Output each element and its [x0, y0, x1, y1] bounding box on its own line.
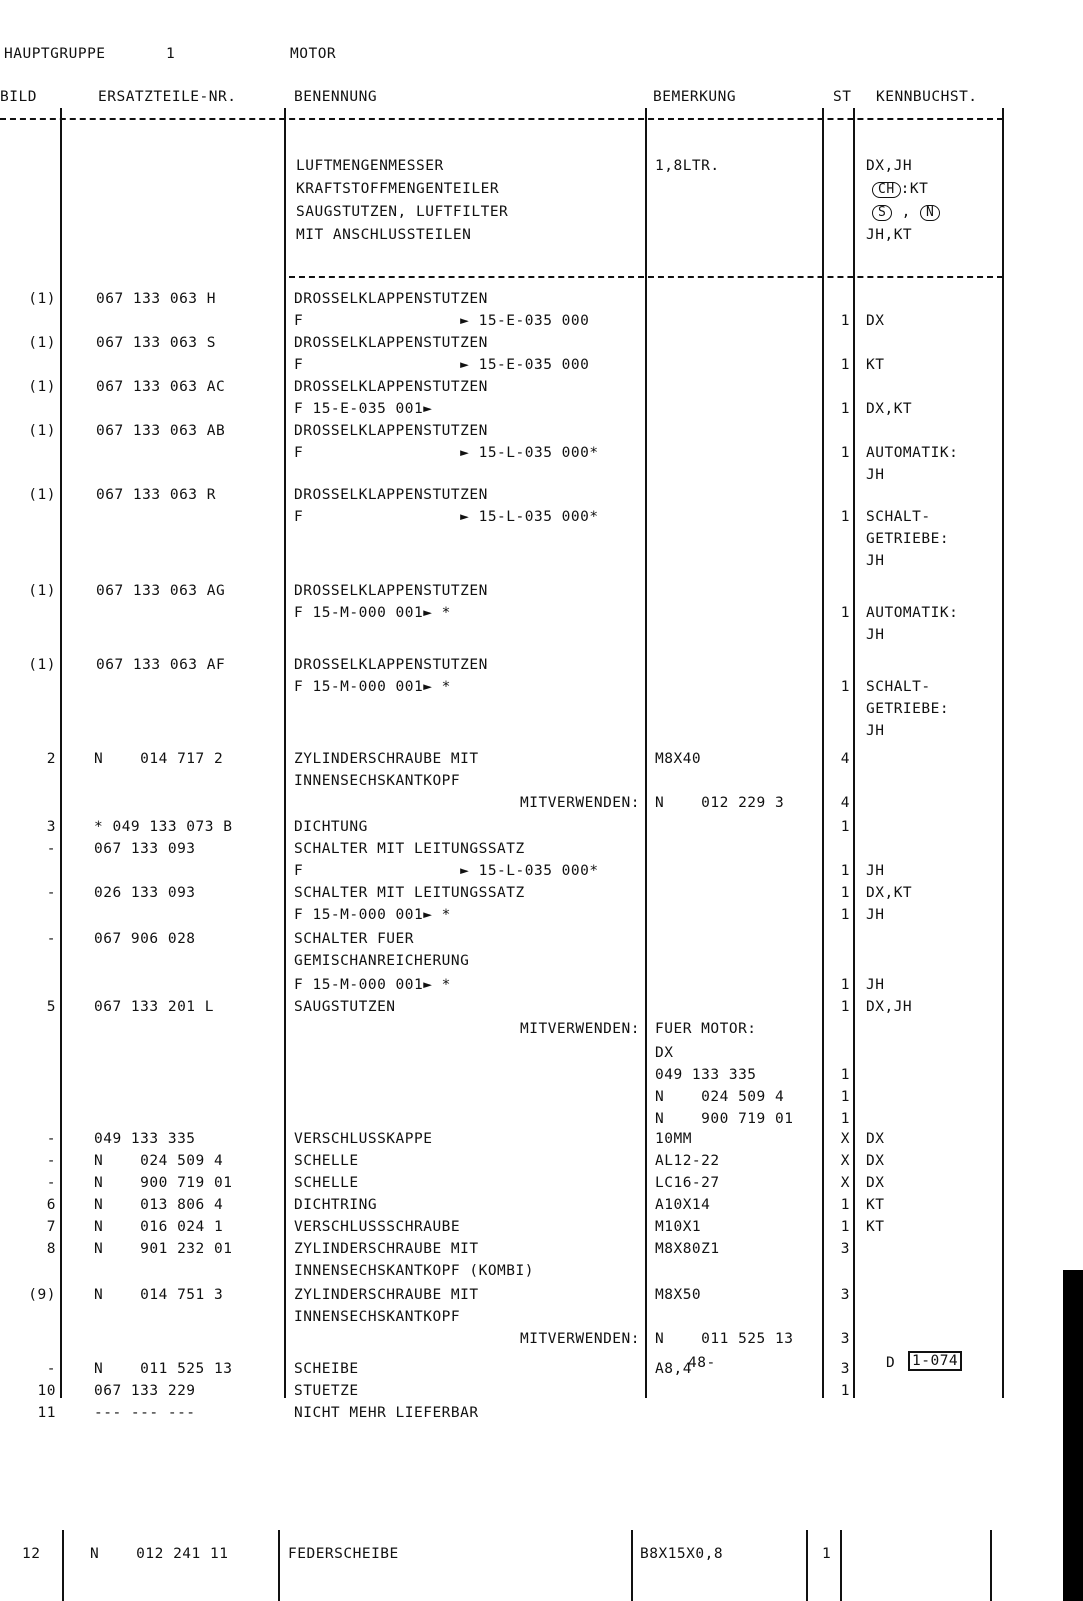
row-kenn: JH	[866, 863, 885, 879]
row-kenn: DX	[866, 1153, 885, 1169]
row-st: 3	[840, 1331, 850, 1347]
row-st: 3	[840, 1241, 850, 1257]
row-kenn: DX,KT	[866, 401, 913, 417]
row-bild: (9)	[28, 1287, 56, 1303]
row-st: X	[840, 1175, 850, 1191]
row-kenn: SCHALT-	[866, 509, 931, 525]
row-benennung: MITVERWENDEN:	[520, 1331, 640, 1347]
next-bild: 12	[22, 1546, 41, 1562]
row-kenn: KT	[866, 357, 885, 373]
row-bild: 11	[37, 1405, 56, 1421]
row-benennung: DROSSELKLAPPENSTUTZEN	[294, 583, 488, 599]
row-part-number: 067 133 063 R	[96, 487, 216, 503]
row-benennung-2: F ► 15-E-035 000	[294, 313, 590, 329]
row-kenn: AUTOMATIK:	[866, 605, 959, 621]
row-kenn-2: JH	[866, 467, 885, 483]
row-part-number: 067 906 028	[94, 931, 196, 947]
row-st: 3	[840, 1287, 850, 1303]
row-benennung: DICHTRING	[294, 1197, 378, 1213]
row-part-number: 067 133 063 H	[96, 291, 216, 307]
row-benennung: MITVERWENDEN:	[520, 1021, 640, 1037]
row-kenn: DX	[866, 1175, 885, 1191]
row-bild: (1)	[28, 379, 56, 395]
row-part-number: 067 133 063 AF	[96, 657, 226, 673]
row-bemerkung: FUER MOTOR:	[655, 1021, 757, 1037]
next-ben: FEDERSCHEIBE	[288, 1546, 399, 1562]
row-bild: 5	[46, 999, 56, 1015]
row-bemerkung: A10X14	[655, 1197, 711, 1213]
col-divider	[60, 108, 62, 1398]
row-kenn: SCHALT-	[866, 679, 931, 695]
row-part-number: 067 133 229	[94, 1383, 196, 1399]
row-st: 1	[840, 1067, 850, 1083]
country-oval-n: N	[920, 205, 940, 221]
row-part-number: * 049 133 073 B	[94, 819, 233, 835]
group-number: 1	[166, 46, 176, 62]
col-divider	[840, 1530, 842, 1601]
col-bild: BILD	[0, 89, 37, 105]
row-benennung: F 15-M-000 001► *	[294, 907, 451, 923]
row-part-number: 067 133 201 L	[94, 999, 214, 1015]
row-part-number: 067 133 063 S	[96, 335, 216, 351]
row-bild: (1)	[28, 583, 56, 599]
row-kenn: AUTOMATIK:	[866, 445, 959, 461]
row-kenn: DX,JH	[866, 999, 913, 1015]
row-st: 1	[840, 1219, 850, 1235]
intro-kenn: DX,JH	[866, 158, 913, 174]
row-kenn: JH	[866, 977, 885, 993]
row-benennung: STUETZE	[294, 1383, 359, 1399]
row-bild: -	[46, 1153, 56, 1169]
row-bild: (1)	[28, 291, 56, 307]
row-part-number: N 901 232 01	[94, 1241, 233, 1257]
page-number: 48-	[688, 1355, 716, 1371]
row-benennung: VERSCHLUSSKAPPE	[294, 1131, 433, 1147]
col-divider	[822, 108, 824, 1398]
row-st: 1	[840, 445, 850, 461]
row-benennung: SCHELLE	[294, 1153, 359, 1169]
row-part-number: N 014 717 2	[94, 751, 224, 767]
row-bemerkung: M10X1	[655, 1219, 702, 1235]
row-benennung-2: F ► 15-E-035 000	[294, 357, 590, 373]
row-st: 1	[840, 679, 850, 695]
row-bild: (1)	[28, 423, 56, 439]
row-st: 1	[840, 1197, 850, 1213]
row-bemerkung: N 012 229 3	[655, 795, 785, 811]
row-st: 3	[840, 1361, 850, 1377]
intro-line: MIT ANSCHLUSSTEILEN	[296, 227, 472, 243]
row-benennung: DROSSELKLAPPENSTUTZEN	[294, 657, 488, 673]
intro-kenn-ch	[872, 180, 928, 198]
row-bemerkung: M8X50	[655, 1287, 702, 1303]
row-benennung: SCHALTER MIT LEITUNGSSATZ	[294, 885, 525, 901]
row-kenn: KT	[866, 1197, 885, 1213]
row-part-number: 067 133 063 AC	[96, 379, 226, 395]
row-st: 4	[840, 751, 850, 767]
row-bild: -	[46, 931, 56, 947]
col-divider	[853, 108, 855, 1398]
col-bemerkung: BEMERKUNG	[653, 89, 737, 105]
country-oval-s: S	[872, 205, 892, 221]
row-st: 1	[840, 885, 850, 901]
row-part-number: --- --- ---	[94, 1405, 196, 1421]
row-bild: 7	[46, 1219, 56, 1235]
row-bemerkung: N 900 719 01	[655, 1111, 794, 1127]
row-part-number: N 014 751 3	[94, 1287, 224, 1303]
country-oval-ch: CH	[872, 182, 901, 198]
row-bemerkung: N 024 509 4	[655, 1089, 785, 1105]
row-st: 1	[840, 509, 850, 525]
row-benennung: SAUGSTUTZEN	[294, 999, 396, 1015]
row-part-number: 049 133 335	[94, 1131, 196, 1147]
col-benennung: BENENNUNG	[294, 89, 378, 105]
next-st: 1	[822, 1546, 832, 1562]
row-part-number: N 016 024 1	[94, 1219, 224, 1235]
row-benennung: INNENSECHSKANTKOPF	[294, 773, 461, 789]
row-st: 1	[840, 1089, 850, 1105]
row-bild: (1)	[28, 335, 56, 351]
intro-kenn-sep: ,	[901, 204, 911, 220]
row-bemerkung: AL12-22	[655, 1153, 720, 1169]
col-divider	[62, 1530, 64, 1601]
row-benennung: NICHT MEHR LIEFERBAR	[294, 1405, 479, 1421]
row-st: 1	[840, 605, 850, 621]
row-bild: 10	[37, 1383, 56, 1399]
row-part-number: 067 133 093	[94, 841, 196, 857]
page-d: D	[886, 1355, 896, 1371]
intro-bemerkung: 1,8LTR.	[655, 158, 720, 174]
intro-line: KRAFTSTOFFMENGENTEILER	[296, 181, 500, 197]
row-kenn-2: JH	[866, 627, 885, 643]
intro-line: SAUGSTUTZEN, LUFTFILTER	[296, 204, 509, 220]
row-bemerkung: 10MM	[655, 1131, 692, 1147]
row-bemerkung: N 011 525 13	[655, 1331, 794, 1347]
row-benennung: DROSSELKLAPPENSTUTZEN	[294, 335, 488, 351]
scan-edge	[1063, 1270, 1083, 1601]
row-bild: 3	[46, 819, 56, 835]
col-kennbuchst: KENNBUCHST.	[876, 89, 978, 105]
row-st: X	[840, 1153, 850, 1169]
row-kenn: JH	[866, 907, 885, 923]
row-kenn-2: GETRIEBE:	[866, 701, 950, 717]
row-bild: -	[46, 885, 56, 901]
col-divider	[278, 1530, 280, 1601]
group-name: MOTOR	[290, 46, 337, 62]
row-benennung-2: F ► 15-L-035 000*	[294, 445, 599, 461]
row-bemerkung: DX	[655, 1045, 674, 1061]
next-nr: N 012 241 11	[90, 1546, 229, 1562]
col-divider	[631, 1530, 633, 1601]
intro-line: LUFTMENGENMESSER	[296, 158, 444, 174]
row-benennung: DROSSELKLAPPENSTUTZEN	[294, 487, 488, 503]
row-benennung: DROSSELKLAPPENSTUTZEN	[294, 423, 488, 439]
row-st: 4	[840, 795, 850, 811]
row-kenn: DX	[866, 313, 885, 329]
col-ersatzteil: ERSATZTEILE-NR.	[98, 89, 237, 105]
row-st: 1	[840, 1383, 850, 1399]
row-bild: -	[46, 1361, 56, 1377]
row-benennung-2: F 15-E-035 001►	[294, 401, 433, 417]
row-benennung: VERSCHLUSSSCHRAUBE	[294, 1219, 461, 1235]
row-part-number: N 013 806 4	[94, 1197, 224, 1213]
row-benennung: SCHELLE	[294, 1175, 359, 1191]
row-bild: -	[46, 841, 56, 857]
row-part-number: N 024 509 4	[94, 1153, 224, 1169]
row-bild: (1)	[28, 487, 56, 503]
row-bild: 6	[46, 1197, 56, 1213]
row-st: 1	[840, 401, 850, 417]
row-benennung-2: F 15-M-000 001► *	[294, 679, 451, 695]
row-benennung: DROSSELKLAPPENSTUTZEN	[294, 291, 488, 307]
row-benennung: SCHALTER MIT LEITUNGSSATZ	[294, 841, 525, 857]
row-benennung: DROSSELKLAPPENSTUTZEN	[294, 379, 488, 395]
row-part-number: N 011 525 13	[94, 1361, 233, 1377]
row-st: 1	[840, 357, 850, 373]
next-bem: B8X15X0,8	[640, 1546, 724, 1562]
row-st: 1	[840, 863, 850, 879]
page-ref-box	[908, 1352, 962, 1370]
row-benennung: ZYLINDERSCHRAUBE MIT	[294, 1241, 479, 1257]
col-divider	[806, 1530, 808, 1601]
row-bild: -	[46, 1131, 56, 1147]
row-benennung: ZYLINDERSCHRAUBE MIT	[294, 1287, 479, 1303]
row-bemerkung: LC16-27	[655, 1175, 720, 1191]
row-bild: 2	[46, 751, 56, 767]
row-benennung: SCHALTER FUER	[294, 931, 414, 947]
row-st: X	[840, 1131, 850, 1147]
row-kenn: DX	[866, 1131, 885, 1147]
row-st: 1	[840, 819, 850, 835]
row-bemerkung: A8,4	[655, 1361, 692, 1377]
row-bild: -	[46, 1175, 56, 1191]
row-benennung: MITVERWENDEN:	[520, 795, 640, 811]
col-divider	[990, 1530, 992, 1601]
col-divider	[284, 108, 286, 1398]
row-st: 1	[840, 907, 850, 923]
row-benennung: GEMISCHANREICHERUNG	[294, 953, 470, 969]
row-st: 1	[840, 1111, 850, 1127]
row-bild: (1)	[28, 657, 56, 673]
row-kenn-2: GETRIEBE:	[866, 531, 950, 547]
row-bemerkung: M8X80Z1	[655, 1241, 720, 1257]
row-benennung: F 15-M-000 001► *	[294, 977, 451, 993]
group-label: HAUPTGRUPPE	[4, 46, 106, 62]
row-st: 1	[840, 977, 850, 993]
row-benennung: INNENSECHSKANTKOPF (KOMBI)	[294, 1263, 534, 1279]
row-benennung: SCHEIBE	[294, 1361, 359, 1377]
row-benennung: DICHTUNG	[294, 819, 368, 835]
row-benennung: INNENSECHSKANTKOPF	[294, 1309, 461, 1325]
row-kenn: KT	[866, 1219, 885, 1235]
row-part-number: N 900 719 01	[94, 1175, 233, 1191]
row-part-number: 067 133 063 AB	[96, 423, 226, 439]
row-benennung: F ► 15-L-035 000*	[294, 863, 599, 879]
row-benennung: ZYLINDERSCHRAUBE MIT	[294, 751, 479, 767]
row-kenn: DX,KT	[866, 885, 913, 901]
row-bemerkung: M8X40	[655, 751, 702, 767]
row-part-number: 026 133 093	[94, 885, 196, 901]
intro-kenn-s-n	[872, 203, 940, 221]
row-bemerkung: 049 133 335	[655, 1067, 757, 1083]
row-benennung-2: F ► 15-L-035 000*	[294, 509, 599, 525]
row-part-number: 067 133 063 AG	[96, 583, 226, 599]
col-divider	[1002, 108, 1004, 1398]
row-kenn-3: JH	[866, 553, 885, 569]
row-st: 1	[840, 999, 850, 1015]
row-st: 1	[840, 313, 850, 329]
col-divider	[645, 108, 647, 1398]
col-st: ST	[833, 89, 852, 105]
intro-kenn-suffix: :KT	[900, 181, 929, 197]
row-kenn-3: JH	[866, 723, 885, 739]
row-bild: 8	[46, 1241, 56, 1257]
row-benennung-2: F 15-M-000 001► *	[294, 605, 451, 621]
page-ref: 1-074	[908, 1351, 962, 1371]
intro-kenn: JH,KT	[866, 227, 913, 243]
